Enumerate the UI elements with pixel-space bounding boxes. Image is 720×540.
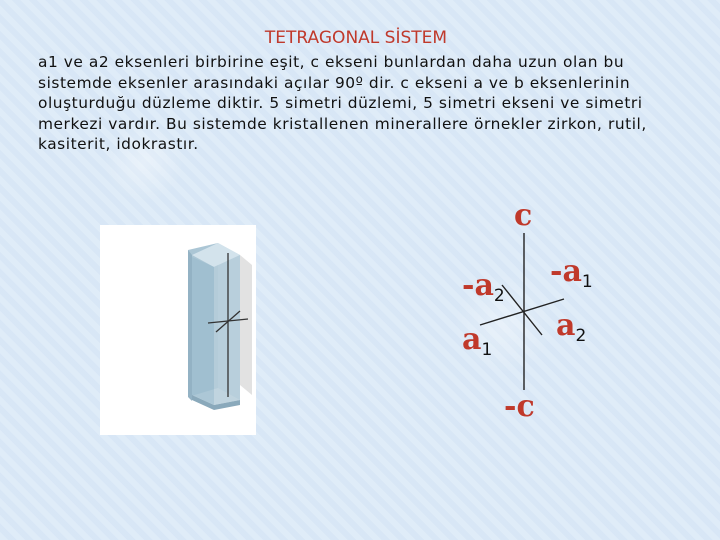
axis-label-a1: $a_1$ bbox=[462, 322, 493, 360]
axis-label-neg-a2: $-a_2$ bbox=[462, 268, 505, 306]
axis-diagram bbox=[440, 195, 610, 425]
axis-label-neg-a1: $-a_1$ bbox=[550, 254, 593, 292]
axis-label-neg-c: -c bbox=[504, 389, 535, 424]
axis-label-c: c bbox=[514, 198, 533, 233]
a2-axis-line bbox=[502, 285, 542, 335]
axis-label-a2: $a_2$ bbox=[556, 308, 587, 346]
tetragonal-prism-icon bbox=[100, 225, 256, 435]
slide-title: TETRAGONAL SİSTEM bbox=[264, 28, 448, 48]
description-paragraph: a1 ve a2 eksenleri birbirine eşit, c ekseni bunlardan daha uzun olan bu sistemde eksenler arasındaki açılar 90º dir. c ekseni a ve b eksenlerinin oluşturduğu düzleme diktir. 5 simetri düzlemi, 5 simetri ekseni ve simetri merkezi vardır. Bu sistemde kristallenen minerallere örnekler zirkon, rutil, kasiterit, idokrastır. bbox=[38, 53, 647, 153]
crystal-illustration bbox=[100, 225, 256, 435]
